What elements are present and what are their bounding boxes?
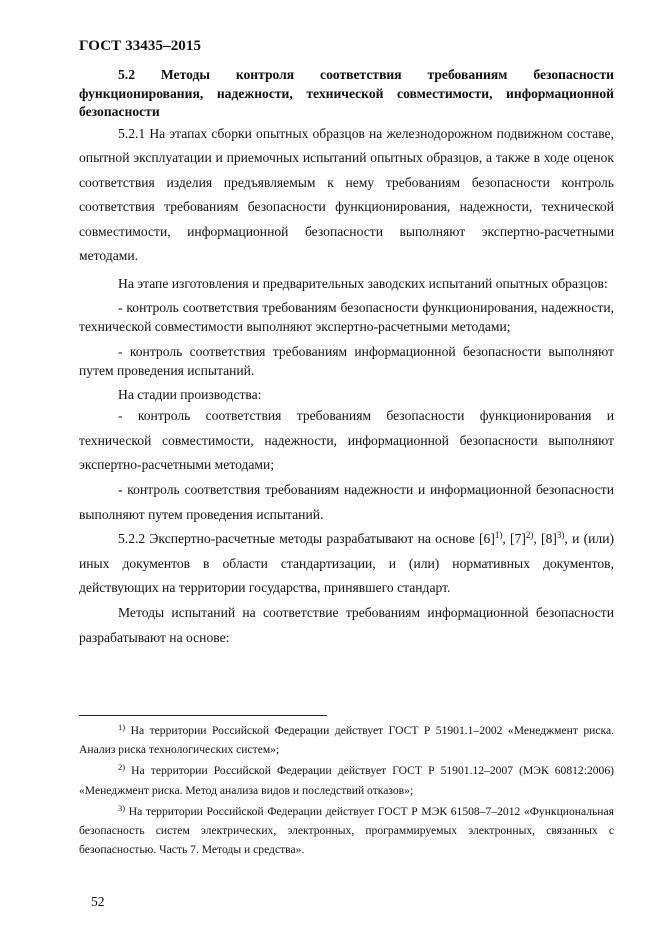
main-content: [79, 66, 614, 650]
footnote-3: [79, 802, 614, 860]
p8-text-1: 5.2.2 Экспертно-расчетные методы разрабатывают на основе [6]: [118, 531, 495, 547]
paragraph-test-methods: Методы испытаний на соответствие требованиям информационной безопасности разрабатывают на основе:: [79, 605, 614, 645]
footnote-text: На территории Российской Федерации действует ГОСТ Р МЭК 61508–7–2012 «Функциональная безопасность систем электрических, электронных, программируемых электронных, связанных с безопасностью. Часть 7. Методы и средства».: [79, 804, 614, 857]
page-number: 52: [91, 894, 105, 909]
paragraph-5-2-2: [79, 527, 614, 601]
footnote-ref-2: 2): [525, 530, 534, 541]
footnote-mark: 2): [118, 762, 126, 773]
list-item-production-tests: - контроль соответствия требованиям надежности и информационной безопасности выполняют путем проведения испытаний.: [79, 482, 614, 522]
footnote-2: [79, 761, 614, 799]
paragraph-manufacturing-stage: На этапе изготовления и предварительных заводских испытаний опытных образцов:: [118, 276, 608, 292]
footnote-mark: 3): [118, 802, 126, 813]
p8-text-4: , и (или) иных документов в области стандартизации, и (или) нормативных документов, действующих на территории государства, принявшего стандарт.: [79, 531, 614, 596]
footnote-1: [79, 721, 614, 759]
footnote-divider: [79, 715, 327, 716]
paragraph-production-stage: На стадии производства:: [118, 387, 262, 403]
list-item-info-security-tests: - контроль соответствия требованиям информационной безопасности выполняют путем проведения испытаний.: [79, 343, 614, 378]
footnote-text: На территории Российской Федерации действует ГОСТ Р 51901.12–2007 (МЭК 60812:2006) «Менеджмент риска. Метод анализа видов и последствий отказов»;: [79, 764, 614, 797]
footnote-text: На территории Российской Федерации действует ГОСТ Р 51901.1–2002 «Менеджмент риска. Анализ риска технологических систем»;: [79, 724, 615, 757]
footnote-mark: 1): [118, 722, 126, 732]
list-item-functional-control: - контроль соответствия требованиям безопасности функционирования, надежности, технической совместимости выполняют экспертно-расчетными методами;: [79, 300, 614, 335]
footnote-ref-3: 3): [556, 530, 565, 541]
standard-header: ГОСТ 33435–2015: [79, 38, 202, 54]
p8-text-3: , [8]: [533, 531, 557, 547]
footnote-ref-1: 1): [494, 530, 503, 541]
p8-text-2: , [7]: [502, 531, 526, 547]
footnotes: [79, 721, 614, 861]
section-title: 5.2 Методы контроля соответствия требованиям безопасности функционирования, надежности, технической совместимости, информационной безопасности: [79, 67, 614, 119]
list-item-production-expert: - контроль соответствия требованиям безопасности функционирования и технической совместимости, надежности, информационной безопасности выполняют экспертно-расчетными методами;: [79, 408, 614, 473]
paragraph-5-2-1: 5.2.1 На этапах сборки опытных образцов на железнодорожном подвижном составе, опытной эксплуатации и приемочных испытаний опытных образцов, а также в ходе оценок соответствия изделия предъявляемым к нему требованиям безопасности контроль соответствия требованиям безопасности функционирования, надежности, технической совместимости, информационной безопасности выполняют экспертно-расчетными методами.: [79, 125, 614, 264]
